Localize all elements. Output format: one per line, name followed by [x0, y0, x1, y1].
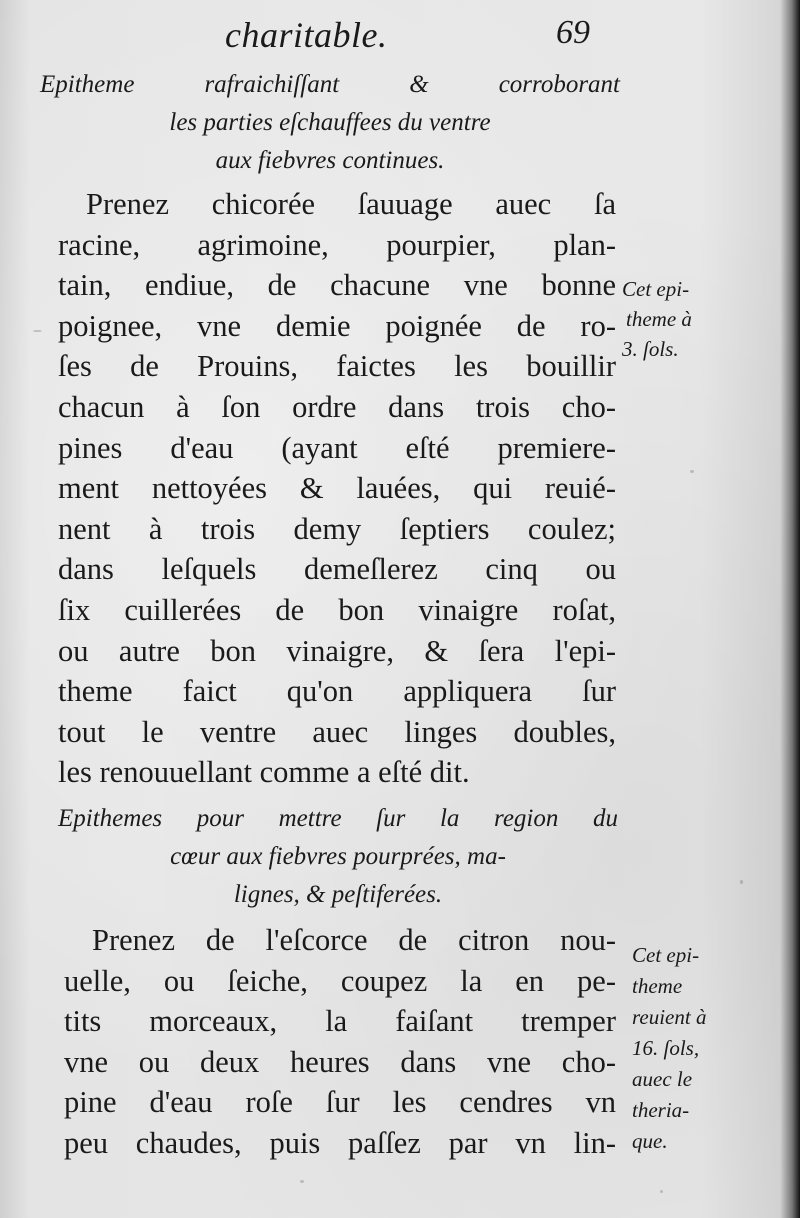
- body-line: les renouuellant comme a eſté dit.: [58, 755, 470, 790]
- paper-speck: [690, 470, 694, 473]
- body-line: tits morceaux, la faiſant tremper: [64, 1004, 616, 1039]
- body-line: theme faict qu'on appliquera ſur: [58, 674, 616, 709]
- body-line: tain, endiue, de chacune vne bonne: [58, 268, 616, 303]
- body-line: ſes de Prouins, faictes les bouillir: [58, 349, 616, 384]
- heading-line: aux fiebvres continues.: [215, 147, 445, 174]
- running-head-title: charitable.: [225, 15, 388, 55]
- section-heading-1: [40, 66, 620, 180]
- margin-note-line: 16. ſols,: [632, 1036, 700, 1060]
- body-paragraph-2: [64, 920, 616, 1164]
- heading-line: cœur aux fiebvres pourprées, ma-: [170, 843, 506, 870]
- heading-line: Epithemes pour mettre ſur la region du: [58, 805, 618, 832]
- margin-note-line: que.: [632, 1129, 668, 1153]
- body-paragraph-1: [58, 184, 616, 793]
- body-line: tout le ventre auec linges doubles,: [58, 714, 616, 749]
- body-line: Prenez de l'eſcorce de citron nou-: [92, 923, 616, 957]
- heading-line: lignes, & peſtiferées.: [233, 881, 443, 908]
- heading-line: Epitheme rafraichiſſant & corroborant: [40, 71, 620, 98]
- margin-note-line: 3. ſols.: [622, 337, 679, 361]
- body-line: racine, agrimoine, pourpier, plan-: [58, 227, 616, 262]
- body-line: ſix cuillerées de bon vinaigre roſat,: [58, 592, 616, 627]
- margin-note-line: theme à: [626, 307, 692, 331]
- body-line: chacun à ſon ordre dans trois cho-: [58, 389, 616, 424]
- body-line: dans leſquels demeſlerez cinq ou: [58, 552, 616, 587]
- body-line: ment nettoyées & lauées, qui reuié-: [58, 471, 616, 506]
- body-line: peu chaudes, puis paſſez par vn lin-: [64, 1125, 616, 1160]
- margin-note-1: [622, 274, 692, 364]
- margin-note-line: reuient à: [632, 1005, 707, 1029]
- margin-note-line: Cet epi-: [622, 277, 690, 301]
- margin-note-line: Cet epi-: [632, 943, 700, 967]
- paper-speck: [660, 1190, 663, 1193]
- body-line: nent à trois demy ſeptiers coulez;: [58, 511, 616, 546]
- body-line: vne ou deux heures dans vne cho-: [64, 1044, 616, 1079]
- section-heading-2: [58, 800, 618, 914]
- margin-note-line: auec le: [632, 1067, 693, 1091]
- margin-note-line: theme: [632, 974, 683, 998]
- margin-note-line: theria-: [632, 1098, 690, 1122]
- paper-speck: [740, 880, 743, 884]
- paper-speck: [300, 1180, 304, 1183]
- body-line: pine d'eau roſe ſur les cendres vn: [64, 1085, 616, 1120]
- margin-note-2: [632, 940, 706, 1157]
- body-line: Prenez chicorée ſauuage auec ſa: [86, 187, 616, 221]
- body-line: ou autre bon vinaigre, & ſera l'epi-: [58, 633, 616, 668]
- running-head: [0, 14, 800, 64]
- body-line: uelle, ou ſeiche, coupez la en pe-: [64, 963, 616, 998]
- heading-line: les parties eſchauffees du ventre: [169, 109, 491, 136]
- paper-speck: [33, 330, 42, 332]
- body-line: poignee, vne demie poignée de ro-: [58, 308, 616, 343]
- page-number: 69: [556, 14, 590, 51]
- body-line: pines d'eau (ayant eſté premiere-: [58, 430, 616, 465]
